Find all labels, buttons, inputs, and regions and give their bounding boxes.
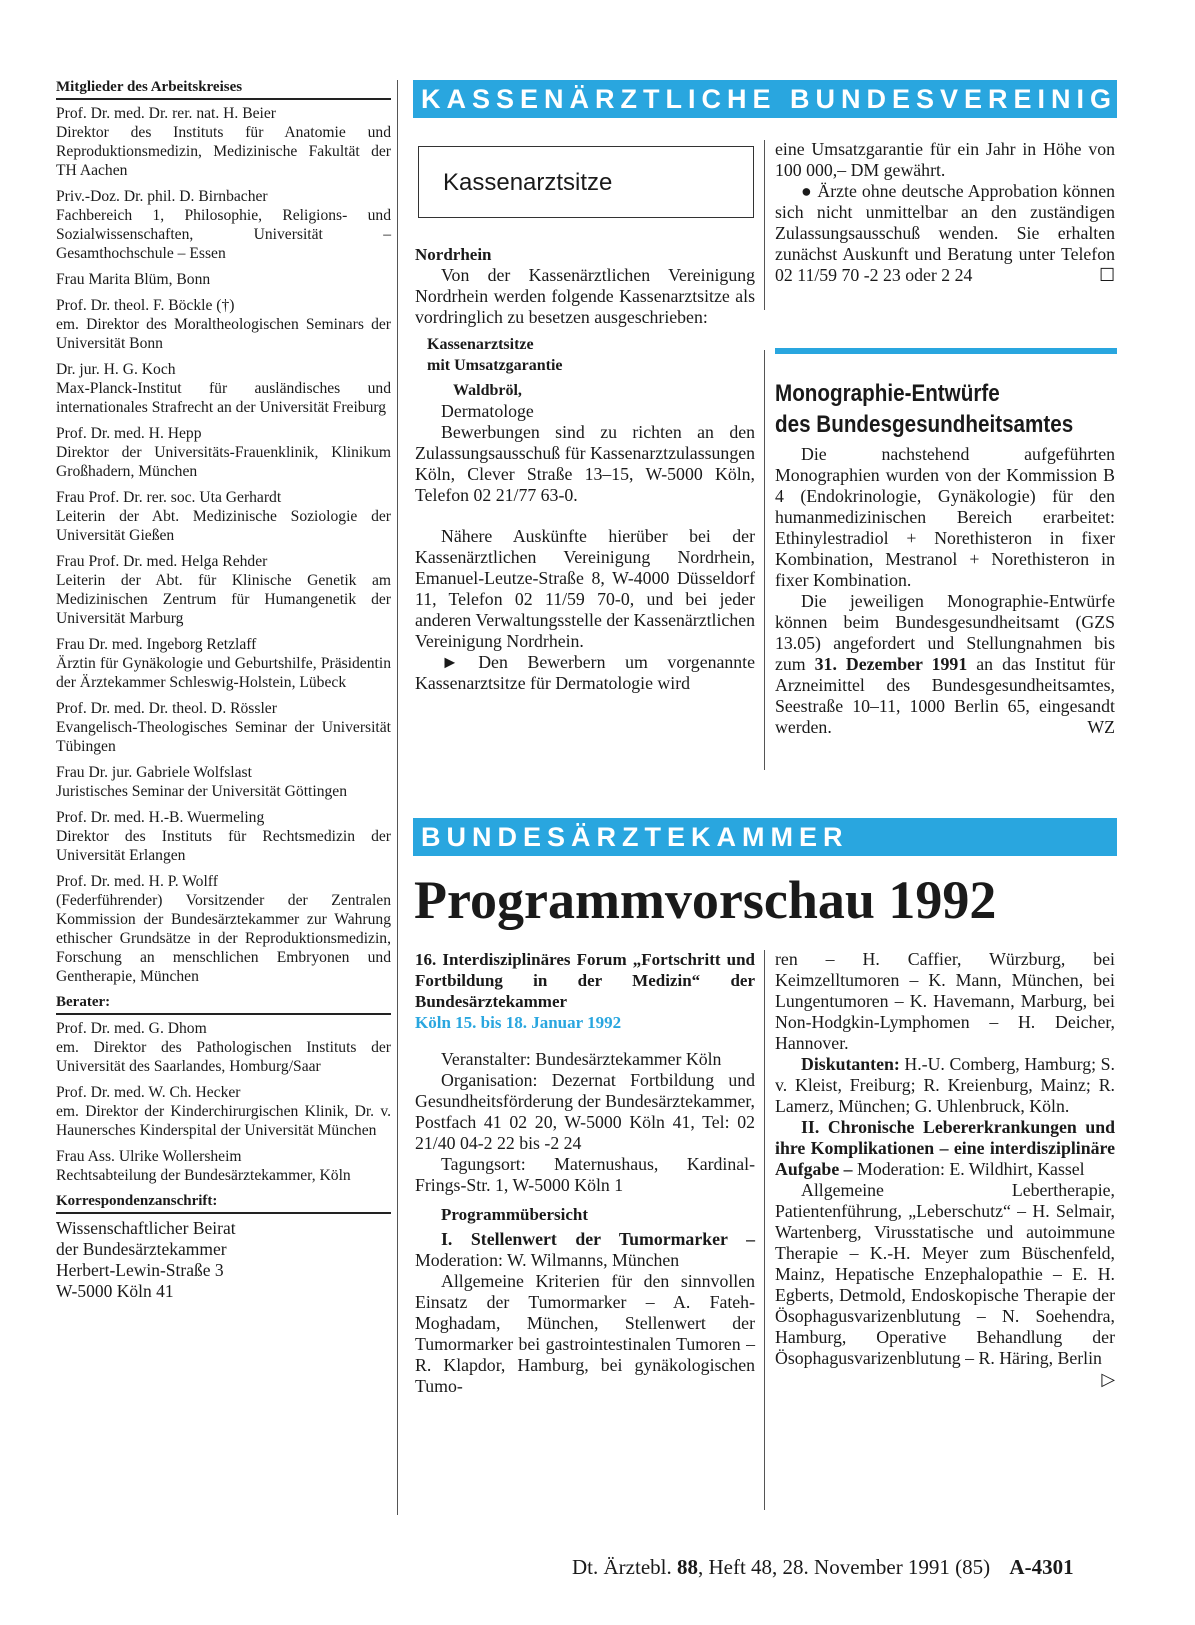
person-name: Prof. Dr. theol. F. Böckle (†)	[56, 297, 235, 314]
mono-paragraph-2: Die jeweiligen Monographie-Entwürfe können beim Bundesgesundheitsamt (GZS 13.05) angefordert und Stellungnahmen bis zum 31. Dezember 1991 an das Institut für Arzneimittel des Bundesgesundheitsamtes, Seestraße 10–11, 1000 Berlin 65, eingesandt werden. WZ	[775, 591, 1115, 737]
left-column	[56, 78, 391, 1302]
person-entry	[56, 296, 391, 353]
person-entry	[56, 360, 391, 417]
forum-heading: 16. Interdisziplinäres Forum „Fortschritt und Fortbildung in der Medizin“ der Bundesärztekammer	[415, 950, 755, 1011]
person-entry	[56, 872, 391, 986]
issue-info: , Heft 48, 28. November 1991 (85)	[697, 1555, 991, 1579]
person-description: Ärztin für Gynäkologie und Geburtshilfe, Präsidentin der Ärztekammer Schleswig-Holstein, Lübeck	[56, 655, 391, 691]
baek-banner: BUNDESÄRZTEKAMMER	[413, 818, 1117, 856]
kbv-column-1	[415, 244, 755, 694]
section-1-continued: ren – H. Caffier, Würzburg, bei Keimzelltumoren – K. Mann, München, bei Lungentumoren – K. Havemann, Marburg, bei Non-Hodgkin-Lymphomen – H. Deicher, Hannover.	[775, 949, 1115, 1053]
person-name: Frau Dr. jur. Gabriele Wolfslast	[56, 764, 252, 781]
mono-paragraph-1: Die nachstehend aufgeführten Monographien wurden von der Kommission B 4 (Endokrinologie, Gynäkologie) für den humanmedizinischen Bereich erarbeitet: Ethinylestradiol + Norethisteron in fixer Kombination, Mestranol + Norethisteron in fixer Kombination.	[775, 444, 1115, 590]
column-divider	[764, 950, 765, 1510]
program-title: Programmvorschau 1992	[414, 870, 997, 930]
person-description: Direktor des Instituts für Rechtsmedizin der Universität Erlangen	[56, 828, 391, 864]
forum-date: Köln 15. bis 18. Januar 1992	[415, 1013, 622, 1032]
arrow-paragraph: ► Den Bewerbern um vorgenannte Kassenarztsitze für Dermatologie wird	[415, 652, 755, 693]
person-entry	[56, 763, 391, 801]
kbv-banner: KASSENÄRZTLICHE BUNDESVEREINIGUNG	[413, 80, 1117, 118]
person-entry	[56, 424, 391, 481]
person-entry	[56, 808, 391, 865]
person-name: Frau Ass. Ulrike Wollersheim	[56, 1148, 242, 1165]
person-description: Direktor des Instituts für Anatomie und Reproduktionsmedizin, Medizinische Fakultät der TH Aachen	[56, 124, 391, 179]
address-line: Herbert-Lewin-Straße 3	[56, 1260, 224, 1280]
person-entry	[56, 1019, 391, 1076]
person-description: Leiterin der Abt. Medizinische Soziologie der Universität Gießen	[56, 508, 391, 544]
monographie-text	[775, 444, 1115, 738]
person-description: em. Direktor der Kinderchirurgischen Klinik, Dr. v. Haunersches Kinderspital der Universität München	[56, 1103, 391, 1139]
column-divider	[397, 80, 398, 1515]
kbv-column-2	[775, 139, 1115, 286]
title-line: Monographie-Entwürfe	[775, 380, 1000, 407]
place: Waldbröl,	[453, 382, 522, 399]
person-name: Frau Prof. Dr. rer. soc. Uta Gerhardt	[56, 489, 282, 506]
region-heading: Nordrhein	[415, 245, 492, 264]
person-entry	[56, 635, 391, 692]
section-bar	[775, 348, 1117, 354]
column-divider	[764, 140, 765, 310]
person-entry	[56, 552, 391, 628]
person-entry	[56, 187, 391, 263]
section-1-text: Allgemeine Kriterien für den sinnvollen Einsatz der Tumormarker – A. Fateh-Moghadam, München, Stellenwert der Tumormarker bei gastrointestinalen Tumoren – R. Klapdor, Hamburg, bei gynäkologischen Tumo-	[415, 1271, 755, 1396]
person-name: Prof. Dr. med. Dr. theol. D. Rössler	[56, 700, 277, 717]
person-description: Leiterin der Abt. für Klinische Genetik am Medizinischen Zentrum für Humangenetik der Universität Marburg	[56, 572, 391, 627]
address-line: W-5000 Köln 41	[56, 1281, 174, 1301]
correspondence-address	[56, 1218, 391, 1302]
person-name: Prof. Dr. med. G. Dhom	[56, 1020, 207, 1037]
person-name: Prof. Dr. med. Dr. rer. nat. H. Beier	[56, 105, 276, 122]
journal-name: Dt. Ärztebl.	[572, 1555, 672, 1579]
person-name: Prof. Dr. med. H. Hepp	[56, 425, 202, 442]
veranstalter: Veranstalter: Bundesärztekammer Köln	[441, 1049, 722, 1069]
title-line: des Bundesgesundheitsamtes	[775, 411, 1074, 438]
sub-heading-1: Kassenarztsitze	[427, 336, 534, 353]
guarantee-text: eine Umsatzgarantie für ein Jahr in Höhe von 100 000,– DM gewährt.	[775, 139, 1115, 180]
person-description: Juristisches Seminar der Universität Göttingen	[56, 783, 348, 800]
person-name: Priv.-Doz. Dr. phil. D. Birnbacher	[56, 188, 268, 205]
section-2: II. Chronische Lebererkrankungen und ihre Komplikationen – eine interdisziplinäre Aufgabe – Moderation: E. Wildhirt, Kassel	[775, 1117, 1115, 1179]
discussants: Diskutanten: H.-U. Comberg, Hamburg; S. v. Kleist, Freiburg; R. Kreienburg, Mainz; R. Lamerz, München; G. Uhlenbruck, Köln.	[775, 1054, 1115, 1116]
page-number: A-4301	[1009, 1555, 1074, 1579]
kbv-intro: Von der Kassenärztlichen Vereinigung Nordrhein werden folgende Kassenarztsitze als vordringlich zu besetzen ausgeschrieben:	[415, 265, 755, 327]
address-line: Wissenschaftlicher Beirat	[56, 1218, 236, 1238]
kassenarztsitze-box: Kassenarztsitze	[418, 146, 754, 218]
advisors-list	[56, 1019, 391, 1185]
monographie-title	[775, 378, 1074, 440]
address-line: der Bundesärztekammer	[56, 1239, 227, 1259]
page-footer	[572, 1555, 1074, 1580]
section-1: I. Stellenwert der Tumormarker – Moderation: W. Wilmanns, München	[415, 1229, 755, 1270]
person-entry	[56, 1083, 391, 1140]
info-text: Nähere Auskünfte hierüber bei der Kassenärztlichen Vereinigung Nordrhein, Emanuel-Leutze-Straße 8, W-4000 Düsseldorf 11, Telefon 02 11/59 70-0, und bei jeder anderen Verwaltungsstelle der Kassenärztlichen Vereinigung Nordrhein.	[415, 526, 755, 651]
person-entry	[56, 270, 391, 289]
person-description: Evangelisch-Theologisches Seminar der Universität Tübingen	[56, 719, 391, 755]
tagungsort: Tagungsort: Maternushaus, Kardinal-Frings-Str. 1, W-5000 Köln 1	[415, 1154, 755, 1195]
program-column-2	[775, 949, 1115, 1390]
person-name: Frau Dr. med. Ingeborg Retzlaff	[56, 636, 257, 653]
person-name: Dr. jur. H. G. Koch	[56, 361, 176, 378]
person-entry	[56, 104, 391, 180]
person-name: Frau Prof. Dr. med. Helga Rehder	[56, 553, 268, 570]
person-description: em. Direktor des Moraltheologischen Seminars der Universität Bonn	[56, 316, 391, 352]
person-entry	[56, 1147, 391, 1185]
members-list	[56, 104, 391, 986]
person-description: (Federführender) Vorsitzender der Zentralen Kommission der Bundesärztekammer zur Wahrung ethischer Grundsätze in der Reproduktionsmedizin, Forschung an menschlichen Embryonen und Gentherapie, München	[56, 892, 391, 985]
end-mark: ☐	[1099, 265, 1115, 285]
overview-heading: Programmübersicht	[441, 1205, 588, 1224]
continue-icon: ▷	[1101, 1369, 1115, 1389]
section-2-text: Allgemeine Lebertherapie, Patientenführung, „Leberschutz“ – H. Selmair, Wartenberg, Virusstatische und autoimmune Therapie – K.-H. Meyer zum Büschenfeld, Mainz, Hepatische Enzephalopathie – E. H. Egberts, Detmold, Endoskopische Therapie der Ösophagusvarizenblutung – N. Soehendra, Hamburg, Operative Behandlung der Ösophagusvarizenblutung – R. Häring, Berlin ▷	[775, 1180, 1115, 1389]
program-column-1	[415, 949, 755, 1397]
members-heading: Mitglieder des Arbeitskreises	[56, 78, 391, 100]
person-description: Direktor der Universitäts-Frauenklinik, Klinikum Großhadern, München	[56, 444, 391, 480]
correspondence-heading: Korrespondenzanschrift:	[56, 1192, 391, 1214]
advisors-heading: Berater:	[56, 993, 391, 1015]
foreign-doctors-text: ● Ärzte ohne deutsche Approbation können sich nicht unmittelbar an den zuständigen Zulassungsausschuß wenden. Sie erhalten zunächst Auskunft und Beratung unter Telefon 02 11/59 70 -2 23 oder 2 24 ☐	[775, 181, 1115, 285]
column-divider	[764, 350, 765, 770]
signature: WZ	[1087, 717, 1115, 737]
person-name: Prof. Dr. med. H. P. Wolff	[56, 873, 218, 890]
sub-heading-2: mit Umsatzgarantie	[427, 357, 563, 374]
specialty: Dermatologe	[441, 401, 534, 421]
person-name: Prof. Dr. med. W. Ch. Hecker	[56, 1084, 241, 1101]
person-description: Max-Planck-Institut für ausländisches und internationales Strafrecht an der Universität Freiburg	[56, 380, 391, 416]
person-description: em. Direktor des Pathologischen Instituts der Universität des Saarlandes, Homburg/Saar	[56, 1039, 391, 1075]
person-description: Rechtsabteilung der Bundesärztekammer, Köln	[56, 1167, 351, 1184]
person-name: Frau Marita Blüm, Bonn	[56, 271, 211, 288]
application-text: Bewerbungen sind zu richten an den Zulassungsausschuß für Kassenarztzulassungen Köln, Clever Straße 13–15, W-5000 Köln, Telefon 02 21/77 63-0.	[415, 422, 755, 505]
volume: 88	[676, 1555, 698, 1579]
person-entry	[56, 488, 391, 545]
organisation: Organisation: Dezernat Fortbildung und Gesundheitsförderung der Bundesärztekammer, Postfach 41 02 20, W-5000 Köln 41, Tel: 02 21/40 04-2 22 bis -2 24	[415, 1070, 755, 1153]
person-entry	[56, 699, 391, 756]
person-description: Fachbereich 1, Philosophie, Religions- und Sozialwissenschaften, Universität – Gesamthochschule – Essen	[56, 207, 391, 262]
person-name: Prof. Dr. med. H.-B. Wuermeling	[56, 809, 265, 826]
